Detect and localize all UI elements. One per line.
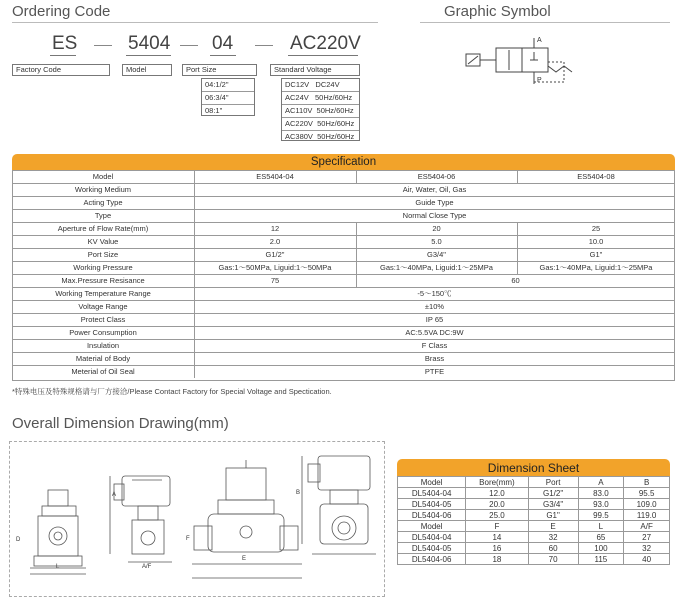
voltage-option: AC220V 50Hz/60Hz xyxy=(282,117,359,130)
voltage-options xyxy=(281,78,360,141)
spec-cell: G3/4" xyxy=(356,249,518,261)
sheet-cell: 18 xyxy=(466,554,528,565)
model-label: Model xyxy=(122,64,172,76)
ordering-code-title: Ordering Code xyxy=(12,3,111,20)
spec-cell-span: AC:5.5VA DC:9W xyxy=(405,328,464,337)
sheet-cell: 109.0 xyxy=(624,499,670,510)
voltage-option: DC12V DC24V xyxy=(285,80,340,89)
spec-row xyxy=(12,327,675,340)
ordering-title-rule xyxy=(12,22,378,23)
sheet-cell: 95.5 xyxy=(624,488,670,499)
spec-row xyxy=(12,184,675,197)
spec-cell-span: Brass xyxy=(424,354,445,363)
sheet-cell: 100 xyxy=(578,543,624,554)
spec-row-label: Type xyxy=(12,210,195,222)
code-model: 5404 xyxy=(128,33,171,54)
sheet-cell: 25.0 xyxy=(466,510,528,521)
spec-row xyxy=(12,223,675,236)
spec-row xyxy=(12,314,675,327)
sheet-header-cell: L xyxy=(578,521,624,532)
valve-symbol-icon xyxy=(460,36,580,88)
spec-row xyxy=(12,197,675,210)
sheet-row xyxy=(398,488,670,499)
spec-cell-span: ±10% xyxy=(424,302,445,311)
spec-row xyxy=(12,366,675,379)
spec-row xyxy=(12,236,675,249)
spec-cell-span: Normal Close Type xyxy=(402,211,467,220)
spec-cell-span: -5～150℃ xyxy=(417,289,452,298)
spec-row-label: Material of Body xyxy=(12,353,195,365)
sheet-cell: DL5404-06 xyxy=(398,510,466,521)
spec-row-label: Protect Class xyxy=(12,314,195,326)
code-dash xyxy=(180,45,198,46)
sheet-cell: 14 xyxy=(466,532,528,543)
spec-cell: ES5404-06 xyxy=(356,171,518,183)
sheet-cell: DL5404-04 xyxy=(398,488,466,499)
spec-cell: 12 xyxy=(194,223,357,235)
sheet-cell: 32 xyxy=(528,532,578,543)
sheet-cell: G1" xyxy=(528,510,578,521)
spec-cell: Gas:1～40MPa, Liguid:1～25MPa xyxy=(539,263,653,272)
graphic-symbol-title: Graphic Symbol xyxy=(444,3,551,20)
sheet-row xyxy=(398,554,670,565)
dim-label-af: A/F xyxy=(142,564,152,570)
spec-row-label: Working Temperature Range xyxy=(12,288,195,300)
code-factory: ES xyxy=(52,33,78,54)
sheet-header-cell: Bore(mm) xyxy=(466,477,528,488)
sheet-header-cell: Model xyxy=(398,521,466,532)
sheet-cell: DL5404-04 xyxy=(398,532,466,543)
spec-cell: ES5404-08 xyxy=(577,172,615,181)
port-size-option: 06:3/4" xyxy=(202,91,254,104)
port-size-option: 08:1" xyxy=(202,104,254,117)
dim-label-a: A xyxy=(112,492,117,498)
sheet-cell: DL5404-06 xyxy=(398,554,466,565)
spec-cell: 5.0 xyxy=(356,236,518,248)
port-a-label: A xyxy=(537,37,542,44)
sheet-cell: G3/4" xyxy=(528,499,578,510)
sheet-cell: 12.0 xyxy=(466,488,528,499)
spec-row-label: Acting Type xyxy=(12,197,195,209)
code-factory-underline xyxy=(50,55,76,56)
sheet-header-cell: B xyxy=(624,477,670,488)
sheet-cell: 32 xyxy=(624,543,670,554)
spec-cell: ES5404-04 xyxy=(194,171,357,183)
spec-cell: 75 xyxy=(194,275,357,287)
spec-row-label: Voltage Range xyxy=(12,301,195,313)
code-voltage-underline xyxy=(288,55,358,56)
spec-row-label: KV Value xyxy=(12,236,195,248)
spec-row xyxy=(12,262,675,275)
sheet-row xyxy=(398,543,670,554)
sheet-header-row xyxy=(398,521,670,532)
sheet-row xyxy=(398,510,670,521)
spec-row-label: Aperture of Flow Rate(mm) xyxy=(12,223,195,235)
sheet-cell: 70 xyxy=(528,554,578,565)
sheet-cell: 93.0 xyxy=(578,499,624,510)
spec-cell: 25 xyxy=(591,224,601,233)
voltage-option: AC380V 50Hz/60Hz xyxy=(282,130,359,143)
dimension-drawing-title: Overall Dimension Drawing(mm) xyxy=(12,415,229,432)
sheet-cell: 119.0 xyxy=(624,510,670,521)
sheet-cell: 27 xyxy=(624,532,670,543)
dim-label-e: E xyxy=(242,556,247,562)
valve-dimension-drawing xyxy=(12,446,382,594)
spec-cell: Gas:1～40MPa, Liguid:1～25MPa xyxy=(356,262,518,274)
spec-row xyxy=(12,249,675,262)
spec-row xyxy=(12,210,675,223)
spec-row-label: Power Consumption xyxy=(12,327,195,339)
sheet-header-cell: A xyxy=(578,477,624,488)
dimension-sheet-header: Dimension Sheet xyxy=(397,459,670,476)
standard-voltage-label: Standard Voltage xyxy=(270,64,360,76)
spec-cell-span: Air, Water, Oil, Gas xyxy=(402,185,467,194)
dim-label-l: L xyxy=(56,564,60,570)
spec-cell: 20 xyxy=(356,223,518,235)
special-voltage-note: *特殊电压及特殊规格请与厂方接洽/Please Contact Factory for Special Voltage and Spectication. xyxy=(12,387,332,396)
sheet-cell: 83.0 xyxy=(578,488,624,499)
spec-cell: 60 xyxy=(511,276,520,285)
spec-row-label: Max.Pressure Resisance xyxy=(12,275,195,287)
code-port-underline xyxy=(210,55,236,56)
sheet-cell: DL5404-05 xyxy=(398,499,466,510)
spec-cell: G1/2" xyxy=(194,249,357,261)
port-size-option: 04:1/2" xyxy=(205,80,229,89)
spec-cell: G1" xyxy=(589,250,603,259)
spec-row xyxy=(12,275,675,288)
voltage-option: AC110V 50Hz/60Hz xyxy=(282,104,359,117)
spec-row xyxy=(12,340,675,353)
sheet-cell: DL5404-05 xyxy=(398,543,466,554)
sheet-header-cell: A/F xyxy=(624,521,670,532)
spec-row xyxy=(12,353,675,366)
factory-code-label: Factory Code xyxy=(12,64,110,76)
spec-cell: Gas:1～50MPa, Liguid:1～50MPa xyxy=(194,262,357,274)
sheet-row xyxy=(398,499,670,510)
spec-row-label: Port Size xyxy=(12,249,195,261)
sheet-row xyxy=(398,532,670,543)
dim-label-d: D xyxy=(16,537,21,543)
code-dash xyxy=(255,45,273,46)
sheet-header-cell: E xyxy=(528,521,578,532)
sheet-cell: 16 xyxy=(466,543,528,554)
spec-cell-span: Guide Type xyxy=(415,198,454,207)
spec-cell: 2.0 xyxy=(194,236,357,248)
spec-cell: 10.0 xyxy=(588,237,604,246)
spec-cell-span: IP 65 xyxy=(425,315,444,324)
spec-row xyxy=(12,288,675,301)
spec-cell-span: PTFE xyxy=(424,367,445,376)
spec-row-label: Insulation xyxy=(12,340,195,352)
code-port: 04 xyxy=(212,33,234,54)
sheet-cell: 40 xyxy=(624,554,670,565)
port-size-options xyxy=(201,78,255,116)
spec-row-label: Meterial of Oil Seal xyxy=(12,366,195,378)
dim-label-f: F xyxy=(186,536,190,542)
spec-cell-span: F Class xyxy=(421,341,448,350)
spec-row xyxy=(12,171,675,184)
graphic-title-rule xyxy=(420,22,670,23)
code-dash xyxy=(94,45,112,46)
sheet-cell: 65 xyxy=(578,532,624,543)
spec-row-label: Model xyxy=(12,171,195,183)
port-p-label: P xyxy=(537,77,542,84)
voltage-option: AC24V 50Hz/60Hz xyxy=(282,91,359,104)
dimension-sheet-table xyxy=(397,476,670,565)
code-voltage: AC220V xyxy=(290,33,361,54)
sheet-header-row xyxy=(398,477,670,488)
sheet-header-cell: F xyxy=(466,521,528,532)
sheet-header-cell: Port xyxy=(528,477,578,488)
code-model-underline xyxy=(126,55,171,56)
specification-header: Specification xyxy=(12,154,675,170)
sheet-cell: 60 xyxy=(528,543,578,554)
port-size-label: Port Size xyxy=(182,64,257,76)
sheet-cell: 115 xyxy=(578,554,624,565)
dim-label-b: B xyxy=(296,490,301,496)
spec-row-label: Working Medium xyxy=(12,184,195,196)
sheet-cell: G1/2" xyxy=(528,488,578,499)
sheet-cell: 99.5 xyxy=(578,510,624,521)
spec-row-label: Working Pressure xyxy=(12,262,195,274)
spec-row xyxy=(12,301,675,314)
sheet-cell: 20.0 xyxy=(466,499,528,510)
sheet-header-cell: Model xyxy=(398,477,466,488)
